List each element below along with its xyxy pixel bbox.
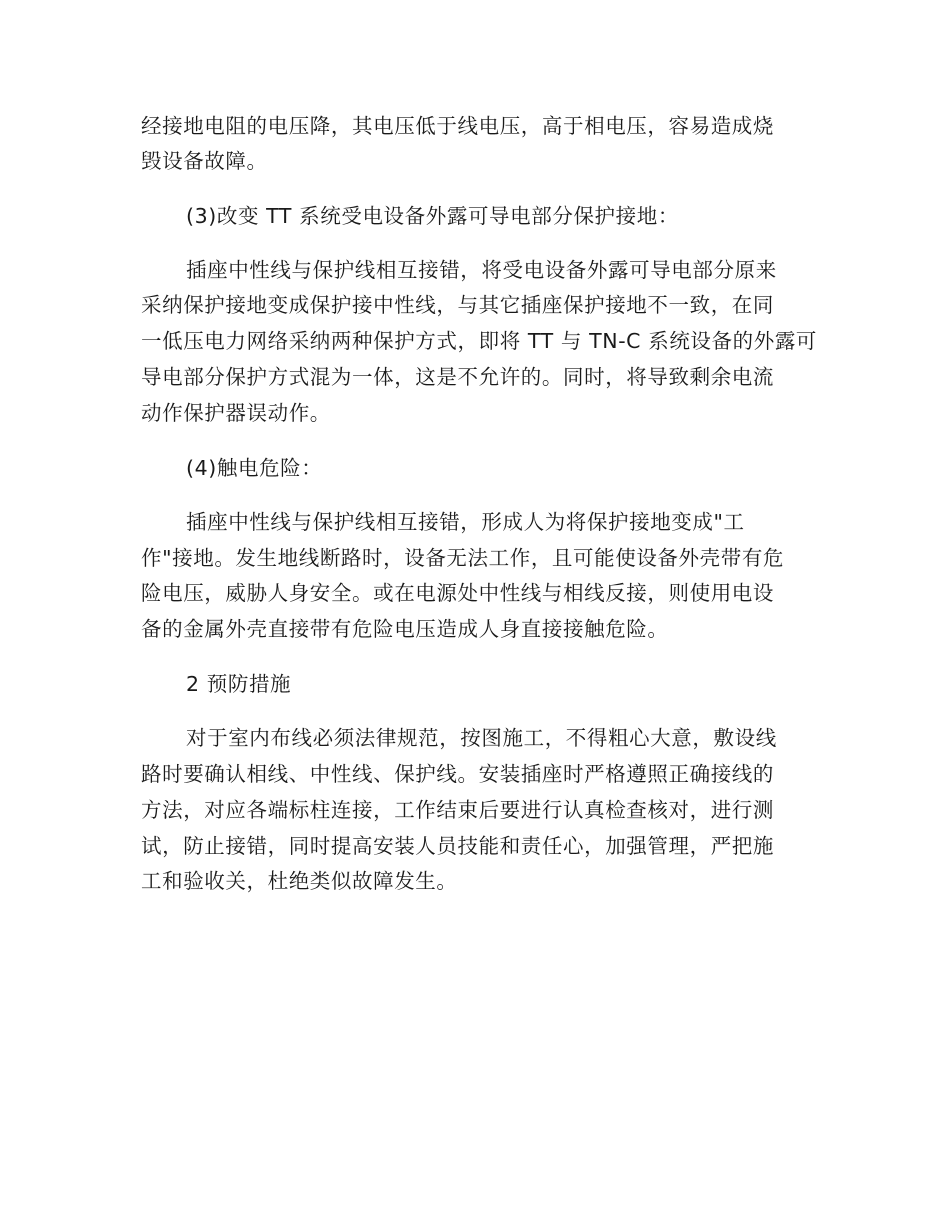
section-heading-prevention: 2 预防措施 (186, 672, 292, 696)
paragraph-line: 方法，对应各端标柱连接，工作结束后要进行认真检查核对，进行测 (141, 798, 774, 822)
paragraph-line: 采纳保护接地变成保护接中性线，与其它插座保护接地不一致，在同 (141, 293, 774, 317)
paragraph-line: 备的金属外壳直接带有危险电压造成人身直接接触危险。 (141, 617, 669, 641)
paragraph-line: 试，防止接错，同时提高安装人员技能和责任心，加强管理，严把施 (141, 834, 774, 858)
paragraph-line: 毁设备故障。 (141, 149, 268, 173)
paragraph-line: 工和验收关，杜绝类似故障发生。 (141, 869, 458, 893)
paragraph-line: 路时要确认相线、中性线、保护线。安装插座时严格遵照正确接线的 (141, 762, 774, 786)
paragraph-line: 经接地电阻的电压降，其电压低于线电压，高于相电压，容易造成烧 (141, 114, 774, 138)
paragraph-line: 导电部分保护方式混为一体，这是不允许的。同时，将导致剩余电流 (141, 365, 774, 389)
paragraph-line: 插座中性线与保护线相互接错，将受电设备外露可导电部分原来 (186, 258, 777, 282)
paragraph-line: 插座中性线与保护线相互接错，形成人为将保护接地变成"工 (186, 510, 745, 534)
paragraph-line: 动作保护器误动作。 (141, 401, 331, 425)
paragraph-line: 对于室内布线必须法律规范，按图施工，不得粗心大意，敷设线 (186, 726, 777, 750)
section-heading-3: (3)改变 TT 系统受电设备外露可导电部分保护接地： (186, 204, 679, 228)
paragraph-line: 作"接地。发生地线断路时，设备无法工作，且可能使设备外壳带有危 (141, 546, 785, 570)
paragraph-line: 一低压电力网络采纳两种保护方式，即将 TT 与 TN-C 系统设备的外露可 (141, 329, 818, 353)
paragraph-line: 险电压，威胁人身安全。或在电源处中性线与相线反接，则使用电设 (141, 581, 774, 605)
section-heading-4: (4)触电危险： (186, 456, 323, 480)
